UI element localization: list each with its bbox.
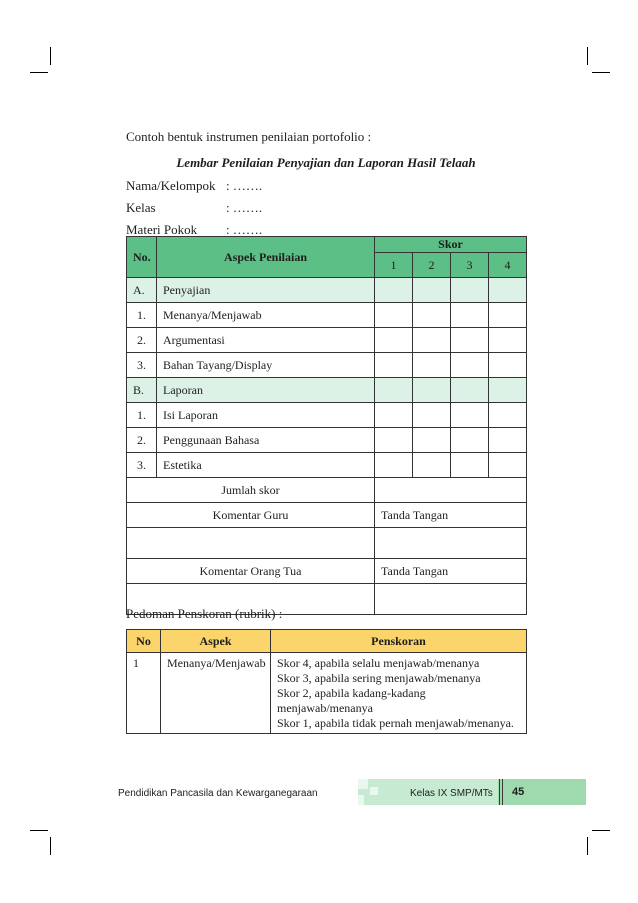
score-col-1: 1 [375, 253, 413, 278]
score-cell [375, 453, 413, 478]
score-cell [413, 428, 451, 453]
score-cell [375, 428, 413, 453]
score-cell [489, 378, 527, 403]
item-label: Bahan Tayang/Display [157, 353, 375, 378]
crop-mark [50, 837, 51, 855]
footer-divider [502, 779, 503, 805]
score-cell [375, 403, 413, 428]
footer-divider [499, 779, 500, 805]
score-desc: Skor 1, apabila tidak pernah menjawab/menanya. [277, 716, 514, 730]
form-title: Lembar Penilaian Penyajian dan Laporan Hasil Telaah [176, 155, 476, 170]
item-no: 2. [127, 328, 157, 353]
footer-decoration [370, 787, 378, 795]
score-desc: Skor 3, apabila sering menjawab/menanya [277, 671, 481, 685]
score-desc: Skor 2, apabila kadang-kadang menjawab/menanya [277, 686, 426, 715]
item-label: Argumentasi [157, 328, 375, 353]
section-title: Penyajian [157, 278, 375, 303]
section-code: A. [127, 278, 157, 303]
score-cell [413, 378, 451, 403]
field-label: Nama/Kelompok [126, 178, 216, 193]
footer-decoration [358, 795, 364, 805]
total-value-cell [375, 478, 527, 503]
rubric-score-list [271, 653, 527, 734]
table-row [127, 328, 527, 353]
item-no: 3. [127, 453, 157, 478]
section-row-b [127, 378, 527, 403]
crop-mark [592, 830, 610, 831]
rubric-no: 1 [127, 653, 161, 734]
item-no: 1. [127, 303, 157, 328]
header-skor: Skor [375, 237, 527, 253]
table-row [127, 403, 527, 428]
intro-text: Contoh bentuk instrumen penilaian portofolio : [126, 129, 372, 144]
footer-class: Kelas IX SMP/MTs [410, 788, 493, 799]
rubric-header-no: No [127, 630, 161, 653]
parent-comment-label: Komentar Orang Tua [127, 559, 375, 584]
score-cell [489, 403, 527, 428]
page-number: 45 [512, 786, 525, 798]
score-cell [451, 328, 489, 353]
header-no: No. [127, 237, 157, 278]
field-label: Kelas [126, 200, 156, 215]
parent-comment-header [127, 559, 527, 584]
score-cell [451, 353, 489, 378]
table-row [127, 428, 527, 453]
score-cell [451, 303, 489, 328]
score-cell [451, 378, 489, 403]
table-row [127, 353, 527, 378]
signature-label: Tanda Tangan [375, 503, 527, 528]
footer-book-title: Pendidikan Pancasila dan Kewarganegaraan [118, 788, 318, 799]
section-code: B. [127, 378, 157, 403]
rubric-title: Pedoman Penskoran (rubrik) : [126, 606, 283, 621]
crop-mark [30, 72, 48, 73]
teacher-comment-cell [127, 528, 375, 559]
score-cell [489, 428, 527, 453]
score-cell [413, 353, 451, 378]
teacher-signature-cell [375, 528, 527, 559]
section-title: Laporan [157, 378, 375, 403]
crop-mark [592, 72, 610, 73]
assessment-table [126, 236, 527, 615]
rubric-aspek: Menanya/Menjawab [161, 653, 271, 734]
score-cell [413, 328, 451, 353]
item-label: Menanya/Menjawab [157, 303, 375, 328]
score-col-4: 4 [489, 253, 527, 278]
score-cell [375, 278, 413, 303]
score-desc: Skor 4, apabila selalu menjawab/menanya [277, 656, 480, 670]
score-cell [489, 453, 527, 478]
score-cell [489, 303, 527, 328]
rubric-header-aspek: Aspek [161, 630, 271, 653]
item-label: Isi Laporan [157, 403, 375, 428]
rubric-header-row [127, 630, 527, 653]
score-cell [489, 278, 527, 303]
score-cell [489, 353, 527, 378]
score-cell [413, 453, 451, 478]
score-cell [375, 353, 413, 378]
score-cell [451, 278, 489, 303]
header-aspek: Aspek Penilaian [157, 237, 375, 278]
score-cell [375, 303, 413, 328]
score-cell [413, 278, 451, 303]
total-label: Jumlah skor [127, 478, 375, 503]
item-no: 2. [127, 428, 157, 453]
signature-label: Tanda Tangan [375, 559, 527, 584]
score-cell [413, 403, 451, 428]
section-row-a [127, 278, 527, 303]
rubric-header-penskoran: Penskoran [271, 630, 527, 653]
score-cell [451, 453, 489, 478]
field-nama-kelompok [126, 178, 262, 194]
score-cell [375, 328, 413, 353]
score-cell [375, 378, 413, 403]
total-row [127, 478, 527, 503]
rubric-table [126, 629, 527, 734]
score-cell [451, 428, 489, 453]
table-row [127, 303, 527, 328]
table-row [127, 653, 527, 734]
teacher-comment-header [127, 503, 527, 528]
score-cell [451, 403, 489, 428]
score-col-2: 2 [413, 253, 451, 278]
field-value: : ……. [226, 200, 263, 215]
item-no: 1. [127, 403, 157, 428]
parent-signature-cell [375, 584, 527, 615]
crop-mark [587, 47, 588, 65]
footer-decoration [358, 779, 368, 789]
score-cell [413, 303, 451, 328]
item-label: Penggunaan Bahasa [157, 428, 375, 453]
teacher-comment-row [127, 528, 527, 559]
score-cell [489, 328, 527, 353]
item-no: 3. [127, 353, 157, 378]
table-row [127, 453, 527, 478]
field-label: Materi Pokok [126, 222, 198, 237]
crop-mark [30, 830, 48, 831]
crop-mark [587, 837, 588, 855]
table-header-row [127, 237, 527, 253]
field-value: : ……. [226, 222, 263, 237]
field-kelas [126, 200, 262, 216]
score-col-3: 3 [451, 253, 489, 278]
crop-mark [50, 47, 51, 65]
field-value: : ……. [226, 178, 263, 193]
item-label: Estetika [157, 453, 375, 478]
teacher-comment-label: Komentar Guru [127, 503, 375, 528]
